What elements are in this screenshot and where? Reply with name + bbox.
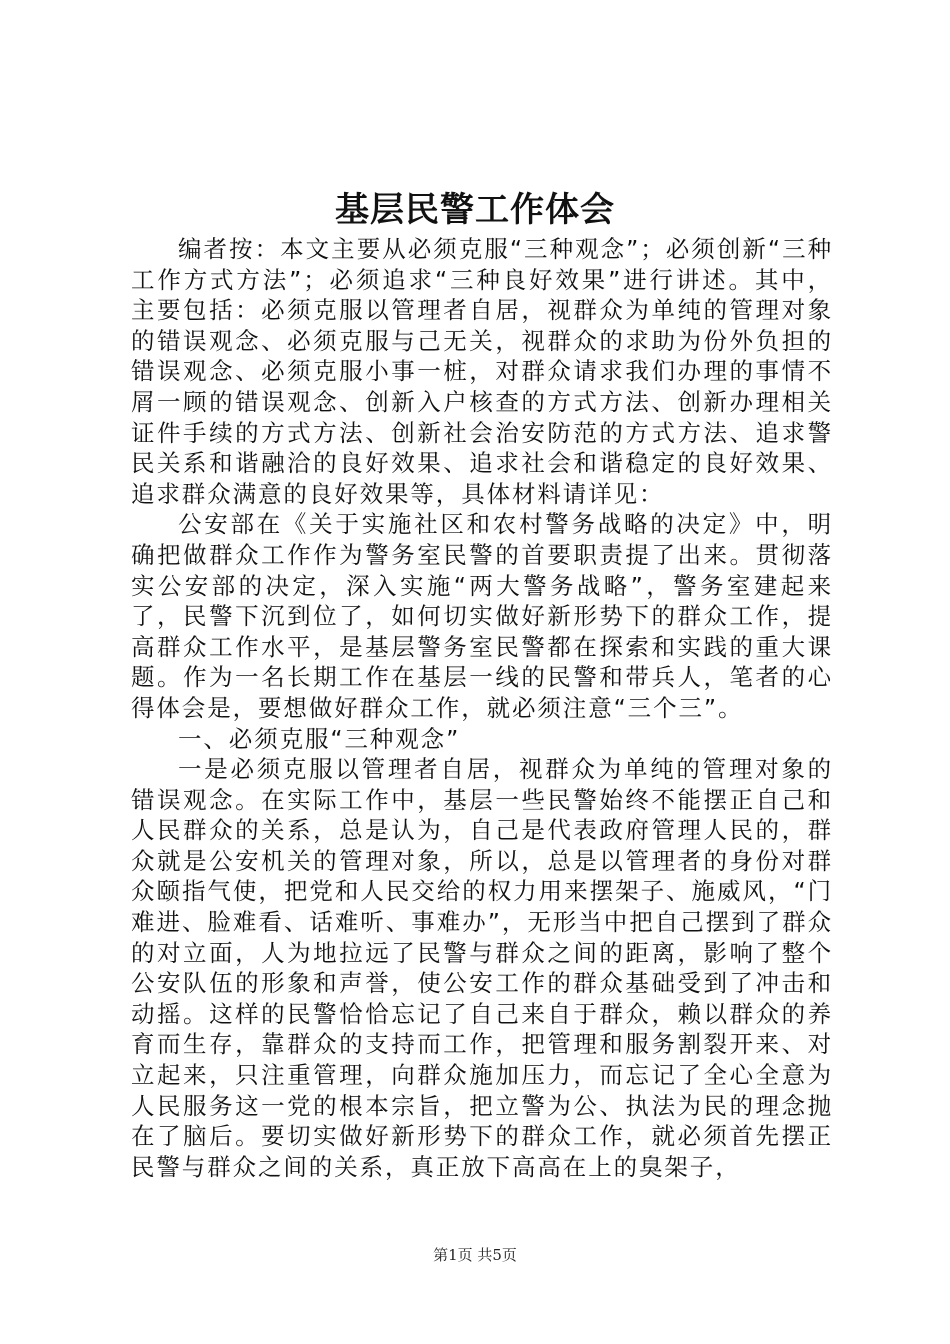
body-paragraph: 一是必须克服以管理者自居，视群众为单纯的管理对象的错误观念。在实际工作中，基层一些民警始终不能摆正自己和人民群众的关系，总是认为，自己是代表政府管理人民的，群众就是公安机关的管理对象，所以，总是以管理者的身份对群众颐指气使，把党和人民交给的权力用来摆架子、施威风，“门难进、脸难看、话难听、事难办”，无形当中把自己摆到了群众的对立面，人为地拉远了民警与群众之间的距离，影响了整个公安队伍的形象和声誉，使公安工作的群众基础受到了冲击和动摇。这样的民警恰恰忘记了自己来自于群众，赖以群众的养育而生存，靠群众的支持而工作，把管理和服务割裂开来、对立起来，只注重管理，向群众施加压力，而忘记了全心全意为人民服务这一党的根本宗旨，把立警为公、执法为民的理念抛在了脑后。要切实做好新形势下的群众工作，就必须首先摆正民警与群众之间的关系，真正放下高高在上的臭架子， <box>131 755 833 1181</box>
document-body <box>131 234 833 1182</box>
editor-note-paragraph: 编者按：本文主要从必须克服“三种观念”；必须创新“三种工作方式方法”；必须追求“三种良好效果”进行讲述。其中，主要包括：必须克服以管理者自居，视群众为单纯的管理对象的错误观念、必须克服与己无关，视群众的求助为份外负担的错误观念、必须克服小事一桩，对群众请求我们办理的事情不屑一顾的错误观念、创新入户核查的方式方法、创新办理相关证件手续的方式方法、创新社会治安防范的方式方法、追求警民关系和谐融洽的良好效果、追求社会和谐稳定的良好效果、追求群众满意的良好效果等，具体材料请详见： <box>131 235 833 508</box>
body-paragraph: 公安部在《关于实施社区和农村警务战略的决定》中，明确把做群众工作作为警务室民警的首要职责提了出来。贯彻落实公安部的决定，深入实施“两大警务战略”，警务室建起来了，民警下沉到位了，如何切实做好新形势下的群众工作，提高群众工作水平，是基层警务室民警都在探索和实践的重大课题。作为一名长期工作在基层一线的民警和带兵人，笔者的心得体会是，要想做好群众工作，就必须注意“三个三”。 <box>131 510 833 722</box>
document-title: 基层民警工作体会 <box>335 190 615 230</box>
page-number-footer: 第1页 共5页 <box>433 1246 517 1264</box>
section-heading: 一、必须克服“三种观念” <box>178 724 461 753</box>
